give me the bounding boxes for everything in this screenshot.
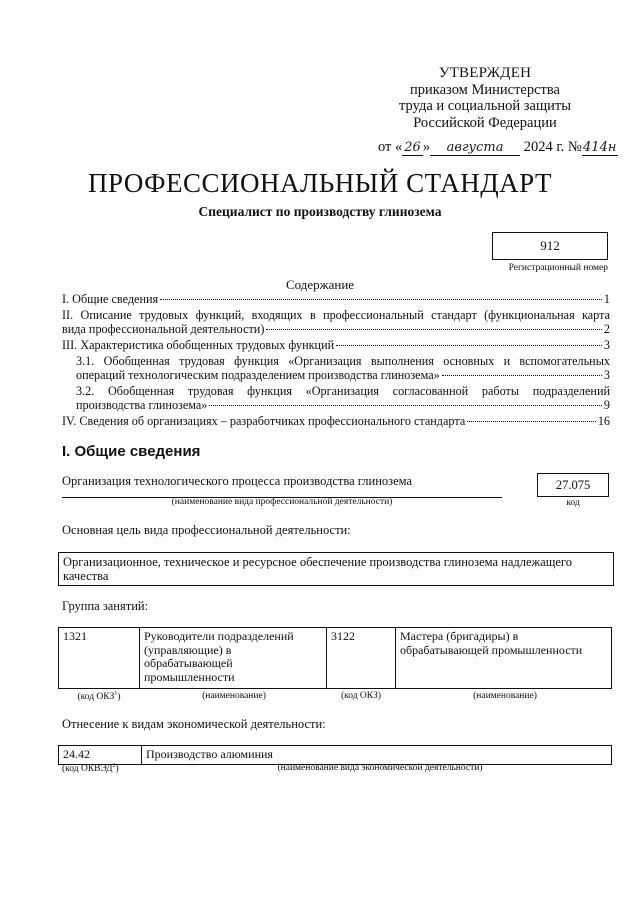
order-number-handwritten: 414н <box>583 140 617 155</box>
toc-item-1[interactable]: I. Общие сведения 1 <box>62 292 610 306</box>
date-prefix: от « <box>378 139 403 155</box>
okved-name: Производство алюминия <box>142 746 612 765</box>
goal-box: Организационное, техническое и ресурсное обеспечение производства глинозема надлежащего качества <box>58 552 614 586</box>
table-row <box>59 746 612 765</box>
page-subtitle: Специалист по производству глинозема <box>198 204 442 219</box>
activity-code-caption: код <box>566 498 580 508</box>
occupation-table <box>58 627 612 689</box>
date-month-handwritten: августа <box>430 140 520 156</box>
okved-code-caption: (код ОКВЭД$^2$) <box>62 763 119 775</box>
approval-line-3: Российской Федерации <box>413 114 557 131</box>
registration-number-box: 912 <box>492 232 608 260</box>
activity-code-box: 27.075 <box>537 473 609 497</box>
okz-name-2: Мастера (бригадиры) в обрабатывающей промышленности <box>396 628 612 689</box>
page-title: ПРОФЕССИОНАЛЬНЫЙ СТАНДАРТ <box>87 168 553 198</box>
okz-name-caption-2: (наименование) <box>473 691 537 701</box>
okved-code: 24.42 <box>59 746 142 765</box>
okz-code-caption-2: (код ОКЗ) <box>340 691 382 701</box>
toc-item-3-1-line1[interactable]: 3.1. Обобщенная трудовая функция «Организация выполнения основных и вспомогательных <box>76 354 610 368</box>
registration-number-label: Регистрационный номер <box>508 263 608 273</box>
table-row <box>59 628 612 689</box>
toc-title: Содержание <box>285 277 355 292</box>
date-mid: » <box>422 139 431 155</box>
date-year: 2024 г. № <box>523 139 582 155</box>
activity-name: Организация технологического процесса производства глинозема <box>62 474 502 498</box>
econ-table <box>58 745 612 765</box>
approval-block <box>360 65 610 131</box>
toc-item-3-1[interactable]: операций технологическим подразделением производства глинозема» 3 <box>76 368 610 382</box>
date-day-handwritten: 26 <box>404 140 421 155</box>
toc-item-4[interactable]: IV. Сведения об организациях – разработчиках профессионального стандарта 16 <box>62 414 610 428</box>
okz-name-1: Руководители подразделений (управляющие) в обрабатывающей промышленности <box>140 628 327 689</box>
approval-line-2: труда и социальной защиты <box>399 98 571 114</box>
goal-label: Основная цель вида профессиональной деятельности: <box>62 523 351 537</box>
toc-item-3-2[interactable]: производства глинозема» 9 <box>76 398 610 412</box>
toc <box>62 292 610 428</box>
toc-item-2-line1[interactable]: II. Описание трудовых функций, входящих в профессиональный стандарт (функциональная карта <box>62 308 610 322</box>
section-heading: I. Общие сведения <box>62 443 201 460</box>
toc-item-3[interactable]: III. Характеристика обобщенных трудовых функций 3 <box>62 338 610 352</box>
approval-line-1: приказом Министерства <box>410 81 560 98</box>
okz-code-1: 1321 <box>59 628 140 689</box>
okz-code-2: 3122 <box>327 628 396 689</box>
approval-date-line <box>378 139 618 156</box>
okz-code-caption-1: (код ОКЗ$^1$) <box>77 691 121 703</box>
toc-item-2[interactable]: вида профессиональной деятельности) 2 <box>62 322 610 336</box>
okved-name-caption: (наименование вида экономической деятельности) <box>277 763 483 773</box>
activity-caption: (наименование вида профессиональной деятельности) <box>171 497 393 507</box>
group-label: Группа занятий: <box>62 599 149 613</box>
toc-item-3-2-line1[interactable]: 3.2. Обобщенная трудовая функция «Организация согласованной работы подразделений <box>76 384 610 398</box>
okz-name-caption-1: (наименование) <box>202 691 266 701</box>
approval-head: УТВЕРЖДЕН <box>438 65 532 81</box>
econ-label: Отнесение к видам экономической деятельности: <box>62 717 326 731</box>
